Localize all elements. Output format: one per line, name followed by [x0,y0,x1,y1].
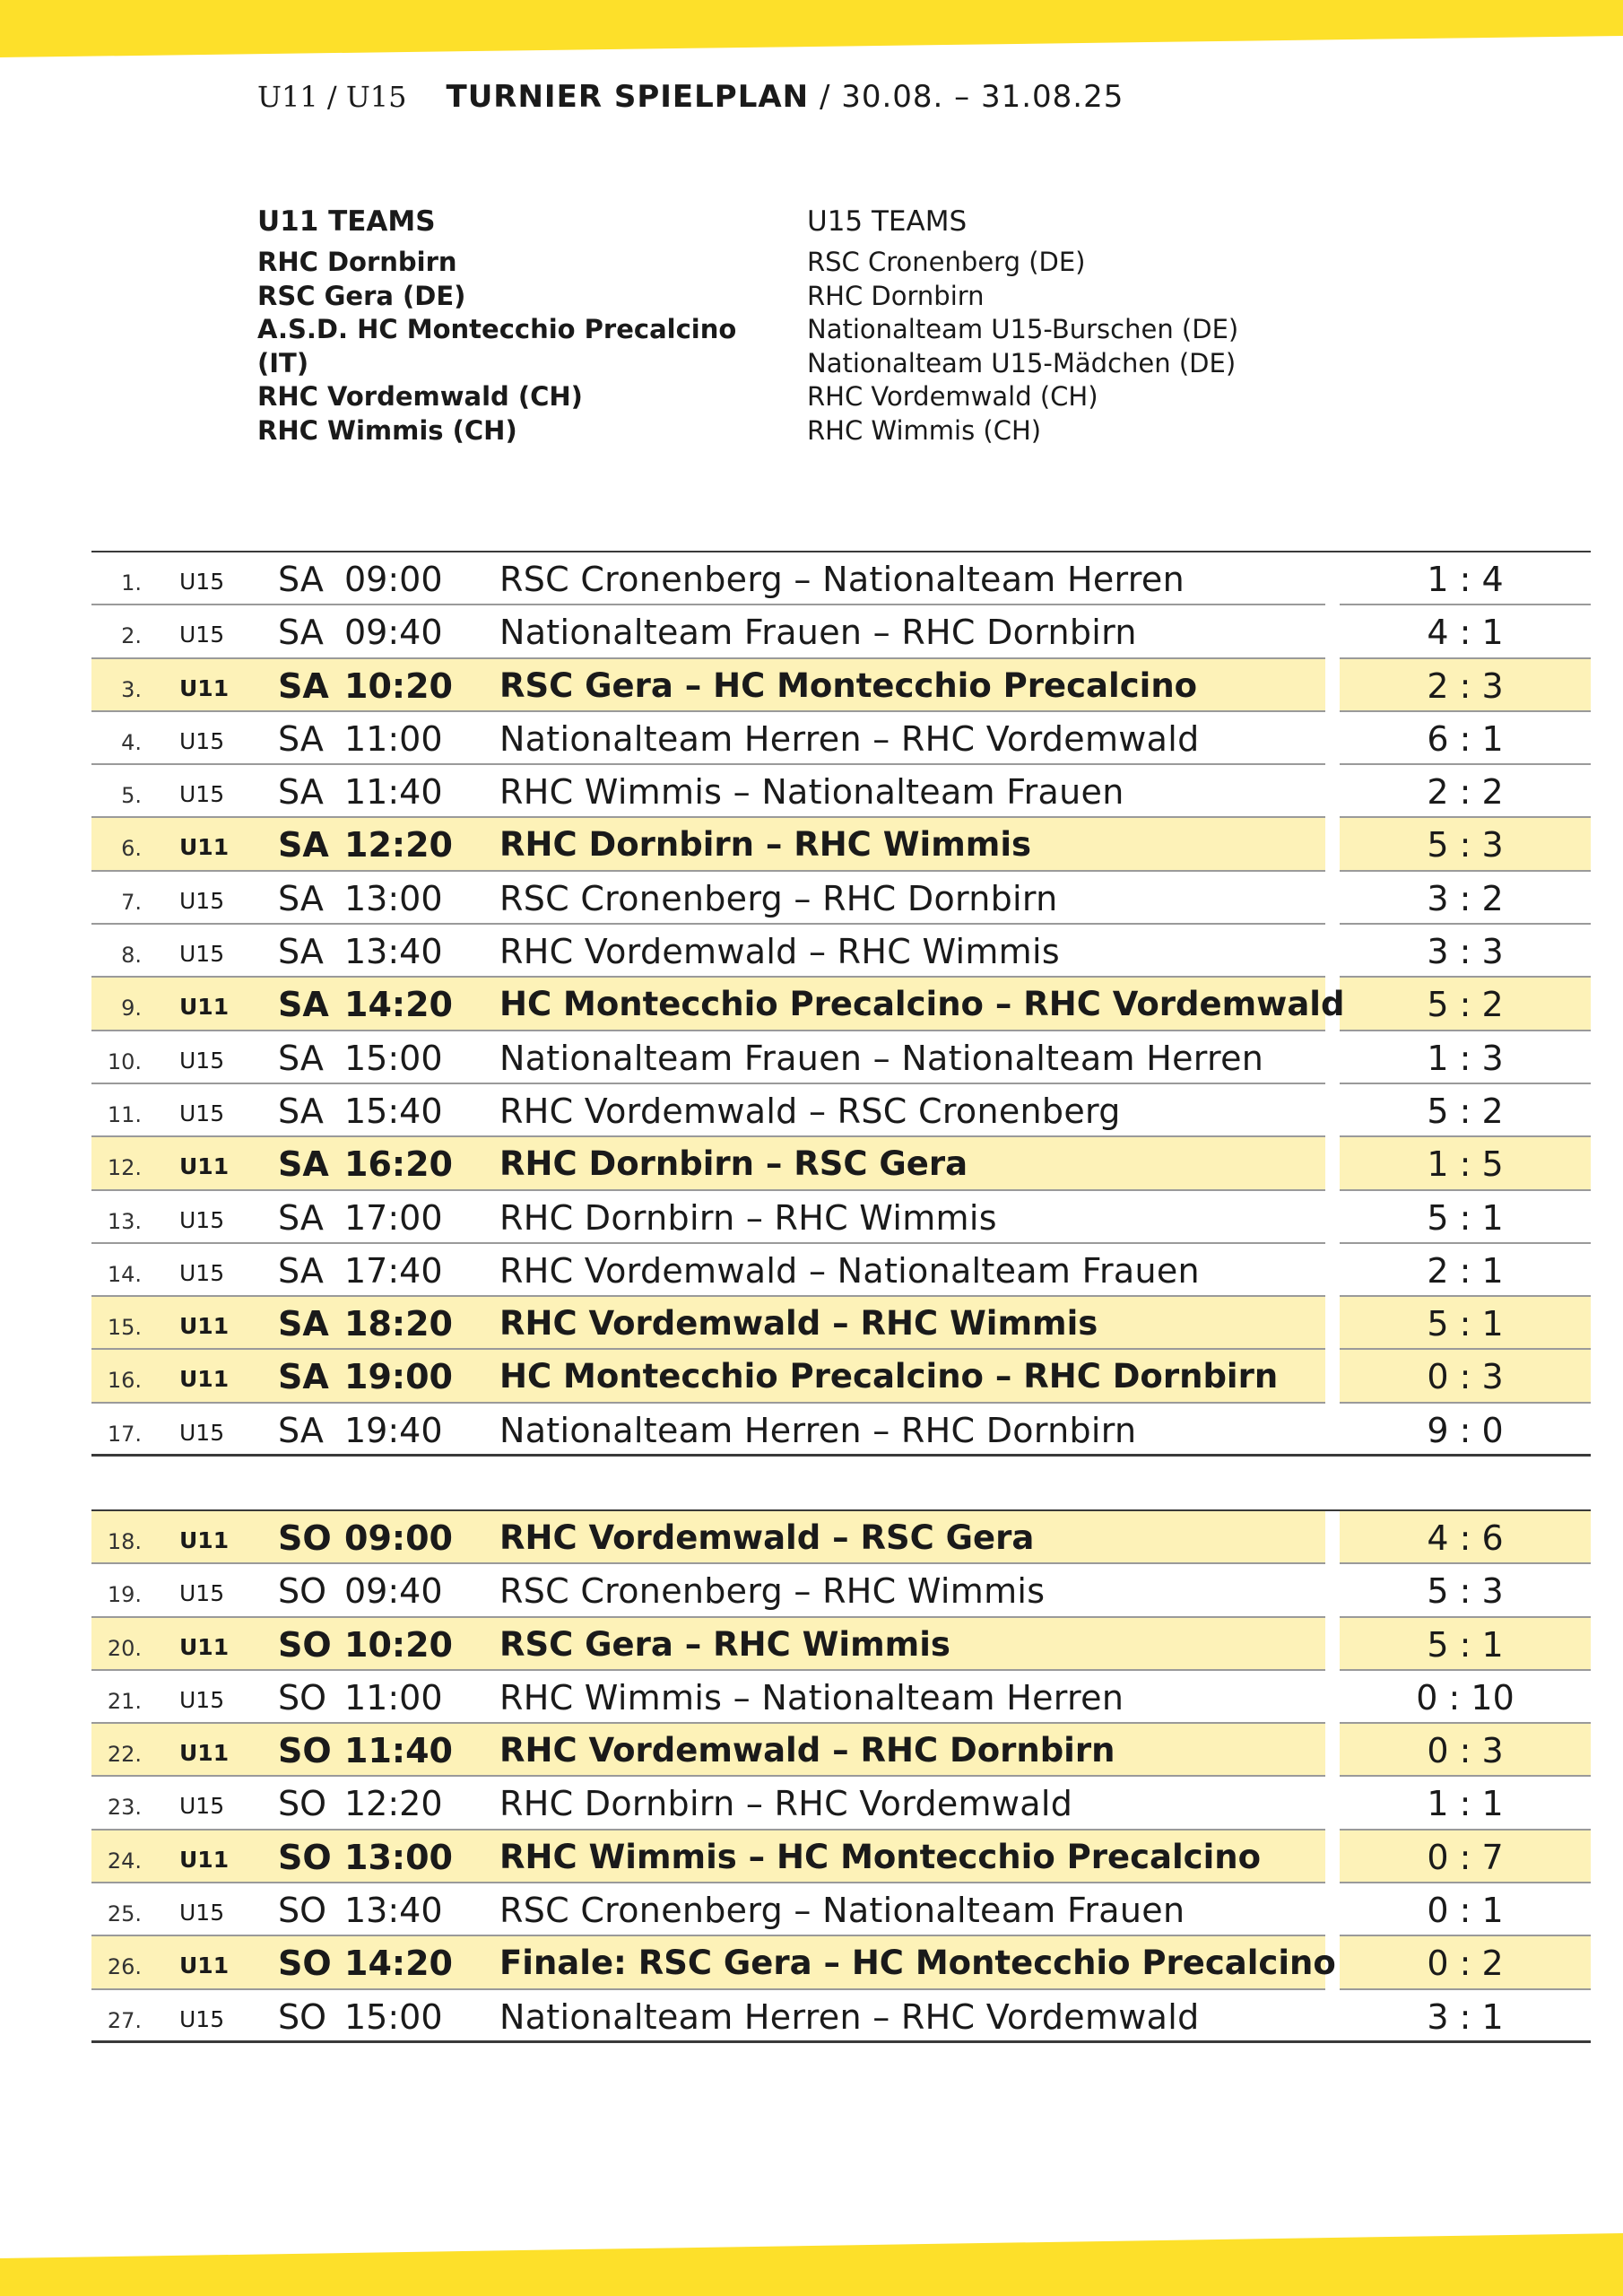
age-group: U15 [179,781,225,808]
match-time [278,1251,443,1291]
match-time [278,985,453,1024]
top-yellow-band [0,0,1623,59]
kickoff-time: 15:40 [344,1091,443,1131]
age-group: U11 [179,1313,230,1340]
match-number: 14. [107,1261,142,1287]
match-score: 3 : 1 [1427,1996,1504,2037]
kickoff-time: 09:40 [344,613,443,653]
match-number: 16. [107,1368,142,1394]
match-pairing: Nationalteam Herren – RHC Vordemwald [499,1996,1200,2037]
match-number: 24. [107,1848,142,1874]
team-item: RHC Vordemwald (CH) [807,381,1098,412]
match-pairing: RHC Vordemwald – RHC Dornbirn [499,1731,1115,1770]
age-group: U15 [179,1419,225,1446]
match-score: 1 : 1 [1427,1784,1504,1824]
kickoff-time: 11:00 [344,718,443,759]
match-day: SO [278,1944,332,1984]
sunday-schedule-table [91,1509,1591,2043]
match-day: SA [278,985,329,1025]
match-day: SA [278,1038,324,1078]
match-number: 21. [107,1688,142,1714]
age-group: U15 [179,941,225,968]
match-score: 6 : 1 [1427,718,1504,759]
match-number: 13. [107,1208,142,1234]
bottom-band-shape [0,2233,1623,2296]
match-time [278,879,443,918]
age-group: U11 [179,1846,230,1873]
team-item: RHC Dornbirn [807,280,985,311]
match-row [91,1671,1591,1724]
match-day: SA [278,1304,329,1344]
match-pairing: RHC Vordemwald – RHC Wimmis [499,932,1060,972]
match-score: 4 : 6 [1427,1518,1504,1558]
match-number: 5. [121,783,142,809]
match-time [278,1784,443,1823]
match-time [278,1357,453,1396]
kickoff-time: 17:00 [344,1197,443,1238]
match-score: 5 : 2 [1427,1091,1504,1131]
match-row [91,978,1591,1031]
match-number: 9. [121,996,142,1022]
match-day: SA [278,1091,324,1131]
match-pairing: Nationalteam Frauen – Nationalteam Herren [499,1038,1264,1078]
age-group: U15 [179,1100,225,1126]
match-row [91,765,1591,818]
kickoff-time: 13:00 [344,1837,453,1877]
u11-teams-list [257,204,795,448]
match-day: SO [278,1891,327,1931]
kickoff-time: 09:00 [344,1518,453,1558]
kickoff-time: 19:00 [344,1357,453,1397]
kickoff-time: 09:40 [344,1571,443,1612]
match-time [278,1571,443,1611]
match-score: 0 : 7 [1427,1837,1504,1877]
kickoff-time: 12:20 [344,1784,443,1824]
team-item: Nationalteam U15-Burschen (DE) [807,314,1239,344]
tournament-dates: / 30.08. – 31.08.25 [819,79,1124,115]
match-time [278,613,443,652]
age-group: U11 [179,994,230,1021]
match-day: SA [278,825,329,865]
match-score: 4 : 1 [1427,613,1504,653]
match-pairing: RSC Gera – RHC Wimmis [499,1624,950,1664]
match-number: 26. [107,1954,142,1980]
match-pairing: RSC Cronenberg – Nationalteam Herren [499,560,1185,599]
match-day: SO [278,1784,327,1824]
age-group: U15 [179,1206,225,1233]
match-pairing: RHC Dornbirn – RSC Gera [499,1144,968,1184]
team-item: RSC Gera (DE) [257,280,466,311]
team-item: Nationalteam U15-Mädchen (DE) [807,347,1237,378]
match-time [278,666,453,706]
match-pairing: RSC Cronenberg – RHC Dornbirn [499,878,1058,918]
match-row [91,1936,1591,1989]
match-number: 27. [107,2007,142,2033]
match-day: SA [278,1357,329,1397]
match-number: 2. [121,623,142,649]
match-number: 12. [107,1155,142,1181]
match-row [91,659,1591,712]
match-pairing: RHC Wimmis – Nationalteam Herren [499,1677,1124,1718]
match-time [278,772,443,812]
match-day: SA [278,613,324,653]
match-row [91,1350,1591,1403]
match-day: SA [278,665,329,706]
match-number: 19. [107,1582,142,1608]
kickoff-time: 16:20 [344,1144,453,1185]
match-score: 2 : 1 [1427,1250,1504,1291]
top-band-shape [0,0,1623,57]
match-number: 25. [107,1901,142,1927]
kickoff-time: 14:20 [344,985,453,1025]
match-day: SO [278,1837,332,1877]
match-row [91,1831,1591,1883]
match-number: 10. [107,1048,142,1074]
match-score: 0 : 1 [1427,1891,1504,1931]
match-time [278,1091,443,1131]
match-day: SO [278,1571,327,1612]
match-score: 1 : 4 [1427,560,1504,599]
match-row [91,552,1591,605]
match-time [278,560,443,599]
age-group: U11 [179,1527,230,1553]
match-day: SO [278,1996,327,2037]
match-score: 1 : 5 [1427,1144,1504,1185]
kickoff-time: 13:00 [344,878,443,918]
match-time [278,1144,453,1184]
age-group: U15 [179,1259,225,1286]
match-time [278,1518,453,1558]
match-time [278,1731,453,1770]
match-row [91,1404,1591,1457]
match-score: 0 : 3 [1427,1357,1504,1397]
match-score: 2 : 3 [1427,665,1504,706]
kickoff-time: 14:20 [344,1944,453,1984]
match-pairing: RHC Dornbirn – RHC Wimmis [499,825,1032,865]
match-number: 1. [121,570,142,596]
match-score: 0 : 2 [1427,1944,1504,1984]
match-number: 8. [121,943,142,969]
team-item: A.S.D. HC Montecchio Precalcino (IT) [257,314,737,378]
match-number: 4. [121,729,142,755]
match-time [278,719,443,759]
kickoff-time: 12:20 [344,825,453,865]
match-row [91,1511,1591,1564]
match-row [91,1191,1591,1244]
match-row [91,1137,1591,1190]
age-group: U15 [179,622,225,648]
match-time [278,825,453,865]
match-score: 5 : 1 [1427,1197,1504,1238]
age-groups: U11 / U15 [257,80,407,114]
page-title: TURNIER SPIELPLAN [446,79,810,115]
kickoff-time: 18:20 [344,1304,453,1344]
match-score: 5 : 3 [1427,1571,1504,1612]
match-time [278,1411,443,1450]
match-day: SA [278,718,324,759]
bottom-yellow-band [0,2233,1623,2296]
match-day: SA [278,1144,329,1185]
age-group: U15 [179,1047,225,1074]
kickoff-time: 15:00 [344,1038,443,1078]
match-row [91,1564,1591,1617]
match-row [91,1084,1591,1137]
match-day: SA [278,878,324,918]
match-number: 15. [107,1315,142,1341]
team-item: RSC Cronenberg (DE) [807,247,1086,277]
match-pairing: RSC Gera – HC Montecchio Precalcino [499,665,1198,705]
age-group: U15 [179,569,225,595]
match-pairing: Finale: RSC Gera – HC Montecchio Precalcino [499,1944,1336,1983]
match-row [91,605,1591,658]
match-pairing: HC Montecchio Precalcino – RHC Dornbirn [499,1357,1279,1396]
kickoff-time: 13:40 [344,932,443,972]
match-time [278,932,443,971]
match-score: 3 : 3 [1427,932,1504,972]
kickoff-time: 17:40 [344,1250,443,1291]
match-score: 2 : 2 [1427,772,1504,813]
match-day: SA [278,1410,324,1450]
match-pairing: Nationalteam Frauen – RHC Dornbirn [499,613,1137,653]
kickoff-time: 09:00 [344,560,443,599]
match-number: 3. [121,676,142,702]
match-score: 5 : 1 [1427,1624,1504,1665]
match-row [91,1777,1591,1830]
match-score: 5 : 3 [1427,825,1504,865]
match-number: 20. [107,1635,142,1661]
match-score: 9 : 0 [1427,1410,1504,1450]
kickoff-time: 11:40 [344,1731,453,1771]
u11-teams-heading: U11 TEAMS [257,205,436,238]
match-pairing: RHC Wimmis – HC Montecchio Precalcino [499,1837,1262,1876]
match-time [278,1625,453,1665]
match-day: SA [278,772,324,813]
match-day: SO [278,1518,332,1558]
match-day: SO [278,1624,332,1665]
kickoff-time: 11:40 [344,772,443,813]
match-number: 6. [121,836,142,862]
match-row [91,1883,1591,1936]
match-time [278,1678,443,1718]
match-number: 23. [107,1795,142,1821]
match-time [278,1997,443,2037]
match-day: SA [278,560,324,599]
age-group: U15 [179,1686,225,1713]
kickoff-time: 11:00 [344,1677,443,1718]
age-group: U11 [179,834,230,861]
match-score: 5 : 1 [1427,1304,1504,1344]
match-score: 0 : 10 [1416,1677,1515,1718]
page-header [257,79,1124,115]
age-group: U15 [179,1580,225,1607]
match-day: SO [278,1731,332,1771]
kickoff-time: 15:00 [344,1996,443,2037]
age-group: U11 [179,674,230,701]
match-pairing: Nationalteam Herren – RHC Dornbirn [499,1410,1137,1450]
kickoff-time: 13:40 [344,1891,443,1931]
match-pairing: RHC Dornbirn – RHC Vordemwald [499,1784,1073,1824]
match-row [91,1990,1591,2043]
age-group: U15 [179,1793,225,1820]
match-day: SO [278,1677,327,1718]
match-row [91,1618,1591,1671]
kickoff-time: 10:20 [344,665,453,706]
age-group: U11 [179,1366,230,1393]
match-pairing: Nationalteam Herren – RHC Vordemwald [499,718,1200,759]
age-group: U15 [179,727,225,754]
team-item: RHC Wimmis (CH) [257,414,517,446]
match-day: SA [278,1250,324,1291]
match-time [278,1838,453,1877]
saturday-schedule-table [91,551,1591,1457]
match-pairing: RHC Vordemwald – Nationalteam Frauen [499,1250,1200,1291]
match-number: 7. [121,889,142,915]
age-group: U11 [179,1740,230,1767]
match-time [278,1039,443,1078]
kickoff-time: 19:40 [344,1410,443,1450]
match-score: 3 : 2 [1427,878,1504,918]
match-score: 5 : 2 [1427,985,1504,1025]
team-item: RHC Wimmis (CH) [807,414,1042,446]
match-row [91,1724,1591,1777]
age-group: U11 [179,1952,230,1979]
match-row [91,818,1591,871]
match-pairing: RHC Vordemwald – RSC Gera [499,1518,1035,1557]
match-day: SA [278,1197,324,1238]
match-row [91,1031,1591,1084]
match-pairing: RSC Cronenberg – Nationalteam Frauen [499,1891,1185,1931]
match-day: SA [278,932,324,972]
match-time [278,1944,453,1983]
match-pairing: RHC Vordemwald – RHC Wimmis [499,1304,1098,1344]
match-row [91,1297,1591,1350]
match-number: 18. [107,1529,142,1554]
age-group: U15 [179,1900,225,1926]
match-pairing: HC Montecchio Precalcino – RHC Vordemwald [499,985,1345,1024]
match-time [278,1891,443,1930]
match-number: 17. [107,1421,142,1447]
match-pairing: RHC Wimmis – Nationalteam Frauen [499,772,1124,813]
match-pairing: RSC Cronenberg – RHC Wimmis [499,1571,1046,1612]
match-pairing: RHC Dornbirn – RHC Wimmis [499,1197,997,1238]
match-number: 22. [107,1742,142,1768]
match-row [91,1244,1591,1297]
age-group: U15 [179,2005,225,2032]
team-item: RHC Vordemwald (CH) [257,381,583,412]
u15-teams-list [807,204,1345,448]
u15-teams-heading: U15 TEAMS [807,205,968,238]
match-row [91,712,1591,765]
match-row [91,925,1591,978]
match-time [278,1304,453,1344]
kickoff-time: 10:20 [344,1624,453,1665]
match-score: 0 : 3 [1427,1731,1504,1771]
match-pairing: RHC Vordemwald – RSC Cronenberg [499,1091,1121,1131]
match-time [278,1198,443,1238]
age-group: U11 [179,1633,230,1660]
match-score: 1 : 3 [1427,1038,1504,1078]
age-group: U11 [179,1153,230,1180]
match-row [91,872,1591,925]
match-number: 11. [107,1101,142,1127]
team-item: RHC Dornbirn [257,247,457,277]
age-group: U15 [179,887,225,914]
